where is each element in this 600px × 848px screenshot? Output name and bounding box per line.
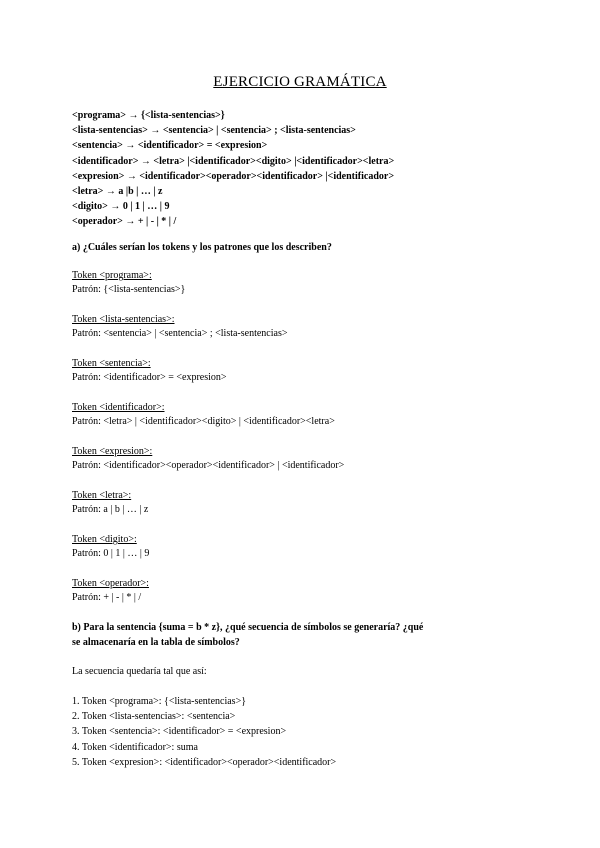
token-header: Token <lista-sentencias>: <box>72 314 175 325</box>
question-a: a) ¿Cuáles serían los tokens y los patrones que los describen? <box>72 242 332 253</box>
grammar-rule: <operador> → + | - | * | / <box>72 216 177 228</box>
token-block <box>72 489 148 517</box>
grammar-rule: <letra> → a |b | … | z <box>72 186 163 198</box>
token-header: Token <expresion>: <box>72 446 153 457</box>
token-header: Token <operador>: <box>72 578 149 589</box>
grammar-rule: <expresion> → <identificador><operador><identificador> |<identificador> <box>72 170 395 182</box>
question-b-line: b) Para la sentencia {suma = b * z}, ¿qué secuencia de símbolos se generaría? ¿qué <box>72 622 424 633</box>
token-pattern: Patrón: <sentencia> | <sentencia> ; <lista-sentencias> <box>72 328 288 339</box>
sequence-item: 1. Token <programa>: {<lista-sentencias>} <box>72 696 247 707</box>
sequence-list <box>72 694 336 770</box>
grammar-rule: <sentencia> → <identificador> = <expresion> <box>72 140 268 152</box>
page-title: EJERCICIO GRAMÁTICA <box>213 74 387 90</box>
grammar-rules <box>72 108 394 230</box>
token-block <box>72 445 344 473</box>
grammar-rule: <lista-sentencias> → <sentencia> | <sentencia> ; <lista-sentencias> <box>72 125 356 137</box>
question-b <box>72 620 542 650</box>
token-pattern: Patrón: {<lista-sentencias>} <box>72 284 186 295</box>
token-pattern: Patrón: <identificador> = <expresion> <box>72 372 227 383</box>
sequence-item: 5. Token <expresion>: <identificador><operador><identificador> <box>72 756 337 768</box>
grammar-rule: <digito> → 0 | 1 | … | 9 <box>72 201 170 213</box>
token-block <box>72 401 335 429</box>
token-block <box>72 357 227 385</box>
token-block <box>72 577 149 605</box>
token-header: Token <digito>: <box>72 534 137 545</box>
token-header: Token <identificador>: <box>72 402 165 413</box>
token-header: Token <programa>: <box>72 270 152 281</box>
sequence-intro: La secuencia quedaría tal que así: <box>72 666 207 677</box>
grammar-rule: <identificador> → <letra> |<identificador><digito> |<identificador><letra> <box>72 155 395 167</box>
question-b-line: se almacenaría en la tabla de símbolos? <box>72 637 240 648</box>
token-block <box>72 313 288 341</box>
token-pattern: Patrón: <letra> | <identificador><digito> | <identificador><letra> <box>72 416 335 427</box>
grammar-rule: <programa> → {<lista-sentencias>} <box>72 110 225 121</box>
token-pattern: Patrón: <identificador><operador><identificador> | <identificador> <box>72 460 345 471</box>
token-block <box>72 269 185 297</box>
sequence-item: 2. Token <lista-sentencias>: <sentencia> <box>72 711 236 723</box>
token-pattern: Patrón: a | b | … | z <box>72 504 149 515</box>
token-block <box>72 533 149 561</box>
token-header: Token <letra>: <box>72 490 132 501</box>
token-pattern: Patrón: + | - | * | / <box>72 592 142 603</box>
token-header: Token <sentencia>: <box>72 358 151 369</box>
sequence-item: 4. Token <identificador>: suma <box>72 741 198 753</box>
token-pattern: Patrón: 0 | 1 | … | 9 <box>72 548 150 559</box>
sequence-item: 3. Token <sentencia>: <identificador> = <expresion> <box>72 726 287 738</box>
